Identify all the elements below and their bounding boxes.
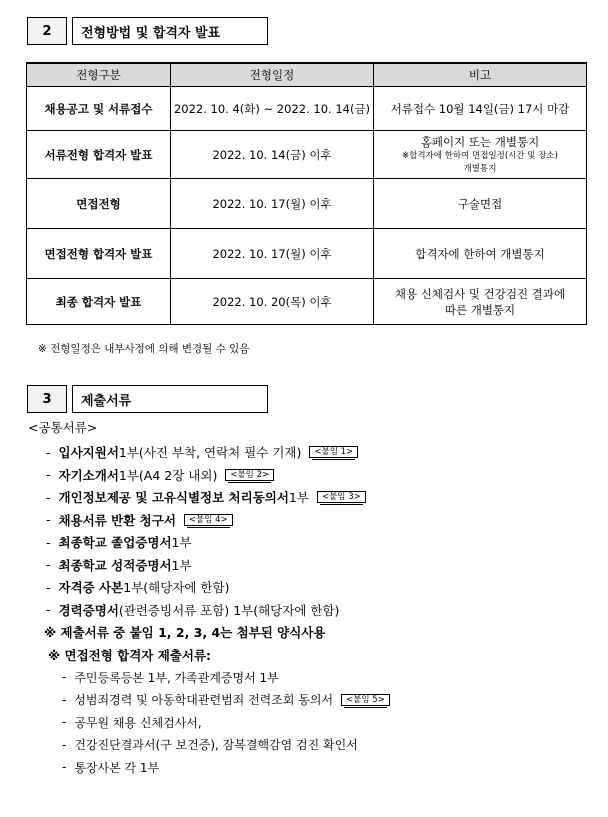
doc-name: 자격증 사본: [58, 580, 124, 596]
interview-doc: 주민등록등본 1부, 가족관계증명서 1부: [74, 670, 279, 685]
table-row: [27, 131, 587, 179]
list-dash: -: [46, 557, 51, 573]
doc-detail: 1부(해당자에 한함): [123, 580, 230, 596]
list-item: [28, 689, 598, 712]
row-category: 채용공고 및 서류접수: [27, 87, 171, 131]
doc-name: 자기소개서: [58, 467, 119, 483]
doc-detail: 1부(사진 부착, 연락처 필수 기재): [118, 445, 302, 461]
list-item: [28, 486, 598, 509]
header-remark: 비고: [374, 63, 587, 87]
table-row: [27, 179, 587, 229]
row-remark: 구술면접: [374, 179, 587, 229]
list-dash: -: [62, 760, 67, 775]
row-remark-note-2: 개별통지: [463, 163, 497, 174]
list-item: [28, 531, 598, 554]
list-dash: -: [46, 534, 51, 550]
list-dash: -: [46, 602, 51, 618]
list-item: [28, 509, 598, 532]
list-dash: -: [62, 737, 67, 752]
attachment-tag: <붙임 3>: [317, 491, 366, 503]
row-schedule: 2022. 10. 17(월) 이후: [171, 179, 374, 229]
attachment-tag: <붙임 1>: [309, 446, 358, 458]
header-schedule: 전형일정: [171, 63, 374, 87]
list-dash: -: [46, 444, 51, 460]
row-category: 최종 합격자 발표: [27, 279, 171, 325]
template-note: ※ 제출서류 중 붙임 1, 2, 3, 4는 첨부된 양식사용: [44, 625, 326, 641]
schedule-note: ※ 전형일정은 내부사정에 의해 변경될 수 있음: [38, 343, 250, 355]
attachment-tag: <붙임 2>: [225, 469, 274, 481]
table-row: [27, 229, 587, 279]
schedule-table: [26, 62, 587, 325]
doc-name: 개인정보제공 및 고유식별정보 처리동의서: [58, 490, 289, 506]
row-remark-line-2: 따른 개별통지: [444, 302, 516, 317]
interview-doc: 통장사본 각 1부: [74, 760, 160, 775]
table-header-row: [27, 63, 587, 87]
doc-detail: 1부: [171, 557, 192, 573]
doc-name: 경력증명서: [58, 602, 119, 618]
doc-name: 최종학교 성적증명서: [58, 557, 172, 573]
doc-name: 채용서류 반환 청구서: [58, 512, 176, 528]
interview-doc: 공무원 채용 신체검사서,: [74, 715, 202, 730]
doc-detail: (관련증빙서류 포함) 1부(해당자에 한함): [118, 602, 340, 618]
table-row: [27, 279, 587, 325]
list-dash: -: [62, 670, 67, 685]
list-dash: -: [62, 715, 67, 730]
interview-docs-title: ※ 면접전형 합격자 제출서류:: [48, 647, 212, 663]
section-3-title: 제출서류: [72, 385, 268, 413]
common-docs-title: <공통서류>: [28, 420, 98, 435]
list-item: [28, 576, 598, 599]
interview-doc: 건강진단결과서(구 보건증), 잠복결핵감염 검진 확인서: [74, 738, 358, 753]
row-remark: 서류접수 10월 14일(금) 17시 마감: [374, 87, 587, 131]
row-schedule: 2022. 10. 17(월) 이후: [171, 229, 374, 279]
row-category: 서류전형 합격자 발표: [27, 131, 171, 179]
list-item: [28, 441, 598, 464]
list-item: [28, 756, 598, 779]
row-schedule: 2022. 10. 20(목) 이후: [171, 279, 374, 325]
section-2-header: [27, 17, 268, 45]
attachment-tag: <붙임 4>: [184, 514, 233, 526]
row-schedule: 2022. 10. 4(화) ~ 2022. 10. 14(금): [171, 87, 374, 131]
doc-detail: 1부(A4 2장 내외): [118, 467, 218, 483]
row-category: 면접전형 합격자 발표: [27, 229, 171, 279]
list-item: [28, 666, 598, 689]
section-2-title: 전형방법 및 합격자 발표: [72, 17, 268, 45]
row-remark: 채용 신체검사 및 건강검진 결과에: [394, 286, 566, 301]
section-3-header: [27, 385, 268, 413]
row-remark-cell: [374, 279, 587, 325]
list-item: [28, 711, 598, 734]
table-row: [27, 87, 587, 131]
interview-doc: 성범죄경력 및 아동학대관련범죄 전력조회 동의서: [74, 693, 334, 708]
doc-detail: 1부: [171, 535, 192, 551]
section-3-number: 3: [27, 385, 67, 413]
doc-name: 입사지원서: [58, 445, 119, 461]
row-schedule: 2022. 10. 14(금) 이후: [171, 131, 374, 179]
attachment-tag: <붙임 5>: [341, 694, 390, 706]
list-item: [28, 464, 598, 487]
list-item: [28, 599, 598, 622]
list-item: [28, 554, 598, 577]
doc-name: 최종학교 졸업증명서: [58, 535, 172, 551]
list-dash: -: [62, 692, 67, 707]
doc-detail: 1부: [288, 490, 309, 506]
row-remark: 홈페이지 또는 개별통지: [420, 134, 540, 149]
row-remark-cell: [374, 131, 587, 179]
list-item: [28, 734, 598, 757]
list-dash: -: [46, 467, 51, 483]
row-category: 면접전형: [27, 179, 171, 229]
list-dash: -: [46, 512, 51, 528]
header-category: 전형구분: [27, 63, 171, 87]
row-remark: 합격자에 한하여 개별통지: [374, 229, 587, 279]
list-dash: -: [46, 579, 51, 595]
documents-list: [28, 418, 598, 779]
section-2-number: 2: [27, 17, 67, 45]
row-remark-note: ※합격자에 한하여 면접일정(시간 및 장소): [402, 150, 558, 161]
list-dash: -: [46, 489, 51, 505]
